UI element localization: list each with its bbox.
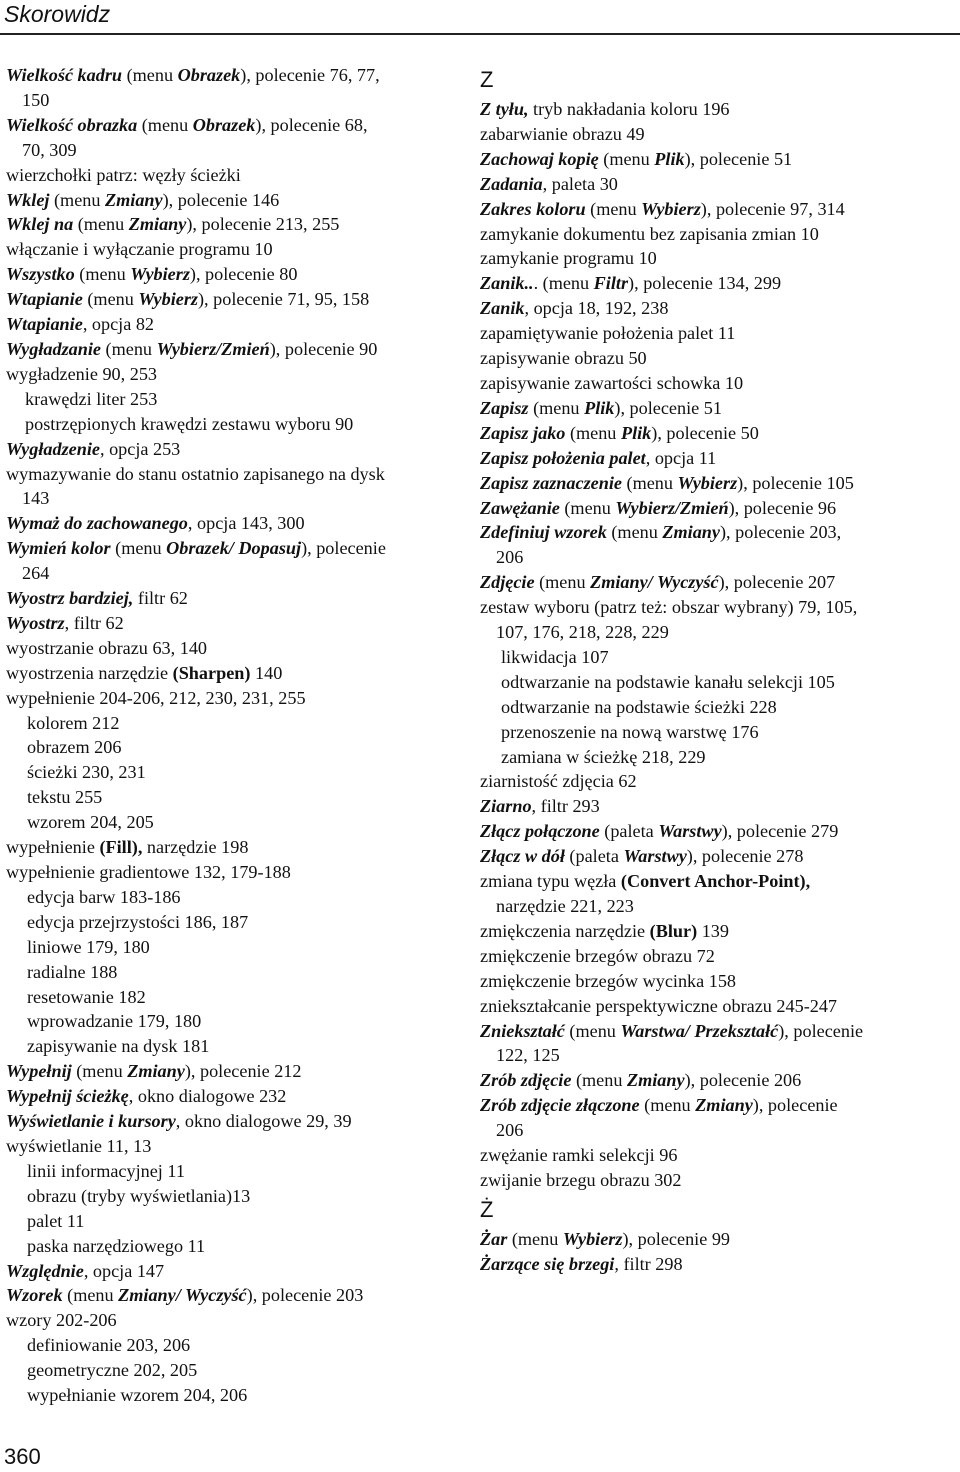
index-subentry: odtwarzanie na podstawie kanału selekcji 105 (501, 671, 835, 692)
index-subentry: zapisywanie na dysk 181 (27, 1036, 210, 1057)
index-entry-continuation: 143 (22, 488, 50, 509)
index-entry-continuation: 150 (22, 89, 50, 110)
index-subentry: zamiana w ścieżkę 218, 229 (501, 746, 706, 767)
index-entry: wyostrzenia narzędzie (Sharpen) 140 (6, 662, 283, 683)
index-entry: Zanik, opcja 18, 192, 238 (480, 298, 669, 319)
index-entry: Wszystko (menu Wybierz), polecenie 80 (6, 264, 298, 285)
index-entry-continuation: narzędzie 221, 223 (496, 896, 634, 916)
index-entry: Wymień kolor (menu Obrazek/ Dopasuj), polecenie (6, 538, 386, 559)
index-subentry: kolorem 212 (27, 712, 120, 733)
index-entry: Wyświetlanie i kursory, okno dialogowe 29, 39 (6, 1111, 352, 1132)
index-section-letter: Z (480, 67, 494, 92)
index-entry: Wygładzenie, opcja 253 (6, 438, 181, 459)
index-entry-continuation: 206 (496, 1120, 524, 1141)
index-entry: zamykanie dokumentu bez zapisania zmian 10 (480, 223, 819, 244)
index-entry: zamykanie programu 10 (480, 248, 657, 269)
index-entry: Zadania, paleta 30 (480, 173, 618, 194)
index-subentry: wzorem 204, 205 (27, 812, 154, 833)
index-entry: wzory 202-206 (6, 1310, 117, 1331)
page-header-title: Skorowidz (4, 1, 111, 27)
index-entry: Zawężanie (menu Wybierz/Zmień), polecenie 96 (480, 497, 837, 518)
index-entry: wymazywanie do stanu ostatnio zapisanego na dysk (6, 463, 385, 484)
index-subentry: tekstu 255 (27, 787, 103, 808)
index-entry: Żarzące się brzegi, filtr 298 (480, 1253, 683, 1274)
index-entry: Żar (menu Wybierz), polecenie 99 (480, 1228, 731, 1249)
index-entry: Zrób zdjęcie złączone (menu Zmiany), polecenie (480, 1095, 838, 1116)
index-subentry: radialne 188 (27, 961, 118, 982)
index-subentry: krawędzi liter 253 (25, 388, 158, 409)
index-subentry: edycja przejrzystości 186, 187 (27, 911, 249, 932)
index-entry: wypełnienie 204-206, 212, 230, 231, 255 (6, 687, 306, 708)
index-subentry: wprowadzanie 179, 180 (27, 1011, 202, 1032)
index-entry: Względnie, opcja 147 (6, 1260, 165, 1281)
index-entry: zniekształcanie perspektywiczne obrazu 245-247 (480, 995, 838, 1016)
index-entry: włączanie i wyłączanie programu 10 (6, 239, 273, 260)
index-entry: Wielkość kadru (menu Obrazek), polecenie 76, 77, (6, 65, 380, 85)
index-entry: wierzchołki patrz: węzły ścieżki (6, 164, 241, 185)
index-entry: Zakres koloru (menu Wybierz), polecenie 97, 314 (480, 198, 845, 219)
index-entry: Zapisz (menu Plik), polecenie 51 (480, 397, 722, 418)
index-entry: zmiękczenia narzędzie (Blur) 139 (480, 920, 729, 941)
index-entry: zwężanie ramki selekcji 96 (480, 1145, 678, 1166)
index-entry: Z tyłu, tryb nakładania koloru 196 (480, 99, 730, 119)
index-subentry: wypełnianie wzorem 204, 206 (27, 1385, 248, 1406)
index-entry: Wygładzanie (menu Wybierz/Zmień), polecenie 90 (6, 338, 378, 359)
index-subentry: liniowe 179, 180 (27, 936, 150, 957)
index-entry: wyświetlanie 11, 13 (6, 1135, 152, 1156)
index-entry: wypełnienie (Fill), narzędzie 198 (6, 837, 249, 858)
index-entry: Wtapianie (menu Wybierz), polecenie 71, 95, 158 (6, 289, 370, 310)
index-entry-continuation: 70, 309 (22, 139, 77, 160)
index-entry: Wklej (menu Zmiany), polecenie 146 (6, 189, 280, 210)
index-entry: Wypełnij ścieżkę, okno dialogowe 232 (6, 1086, 287, 1107)
index-entry: zestaw wyboru (patrz też: obszar wybrany) 79, 105, (480, 597, 858, 618)
index-column-right (480, 63, 954, 1277)
index-entry: Wyostrz bardziej, filtr 62 (6, 588, 188, 609)
index-subentry: postrzępionych krawędzi zestawu wyboru 90 (25, 413, 354, 434)
index-subentry: ścieżki 230, 231 (27, 762, 146, 783)
index-entry: Wklej na (menu Zmiany), polecenie 213, 255 (6, 214, 340, 235)
index-entry-continuation: 122, 125 (496, 1045, 560, 1066)
index-subentry: obrazu (tryby wyświetlania)13 (27, 1185, 251, 1206)
header-divider (0, 33, 960, 35)
index-entry: zabarwianie obrazu 49 (480, 123, 645, 144)
index-subentry: geometryczne 202, 205 (27, 1360, 198, 1381)
page-number: 360 (4, 1444, 41, 1469)
index-entry: Zapisz jako (menu Plik), polecenie 50 (480, 422, 759, 443)
index-entry: Wtapianie, opcja 82 (6, 314, 155, 335)
index-entry: zapisywanie obrazu 50 (480, 348, 647, 369)
index-entry: Zapisz zaznaczenie (menu Wybierz), polecenie 105 (480, 472, 854, 493)
index-entry: wyostrzanie obrazu 63, 140 (6, 637, 208, 658)
index-entry: zmiana typu węzła (Convert Anchor-Point), (480, 871, 811, 892)
index-entry: Wymaż do zachowanego, opcja 143, 300 (6, 513, 305, 534)
index-entry: zapamiętywanie położenia palet 11 (480, 323, 736, 344)
index-entry: Zrób zdjęcie (menu Zmiany), polecenie 206 (480, 1070, 802, 1091)
index-entry: Wypełnij (menu Zmiany), polecenie 212 (6, 1061, 302, 1082)
index-entry: Zdjęcie (menu Zmiany/ Wyczyść), polecenie 207 (480, 572, 836, 593)
index-subentry: paska narzędziowego 11 (27, 1235, 206, 1256)
index-entry: zwijanie brzegu obrazu 302 (480, 1169, 682, 1190)
index-entry: Zachowaj kopię (menu Plik), polecenie 51 (480, 148, 793, 169)
index-entry: zmiękczenie brzegów obrazu 72 (480, 945, 715, 966)
index-entry: Ziarno, filtr 293 (480, 796, 600, 817)
index-entry-continuation: 107, 176, 218, 228, 229 (496, 622, 669, 643)
index-subentry: linii informacyjnej 11 (27, 1160, 185, 1181)
index-subentry: likwidacja 107 (501, 646, 609, 667)
index-entry: ziarnistość zdjęcia 62 (480, 771, 637, 792)
index-section-letter: Ż (480, 1196, 494, 1222)
index-entry: Złącz połączone (paleta Warstwy), polecenie 279 (480, 821, 839, 842)
index-entry: Zniekształć (menu Warstwa/ Przekształć), polecenie (480, 1020, 864, 1041)
index-subentry: palet 11 (27, 1210, 85, 1231)
index-entry: zapisywanie zawartości schowka 10 (480, 372, 744, 393)
index-subentry: definiowanie 203, 206 (27, 1335, 191, 1356)
index-entry: zmiękczenie brzegów wycinka 158 (480, 970, 737, 991)
index-column-left (6, 63, 468, 1408)
index-entry: wypełnienie gradientowe 132, 179-188 (6, 862, 291, 882)
index-entry: Wzorek (menu Zmiany/ Wyczyść), polecenie 203 (6, 1285, 364, 1306)
index-entry-continuation: 264 (22, 563, 50, 584)
index-entry: Zapisz położenia palet, opcja 11 (480, 447, 717, 468)
index-subentry: edycja barw 183-186 (27, 886, 181, 907)
index-entry: wygładzenie 90, 253 (6, 363, 158, 384)
index-entry: Wyostrz, filtr 62 (6, 612, 124, 633)
index-entry: Złącz w dół (paleta Warstwy), polecenie 278 (480, 846, 804, 867)
index-entry: Wielkość obrazka (menu Obrazek), polecenie 68, (6, 114, 368, 135)
index-entry: Zanik... (menu Filtr), polecenie 134, 299 (480, 273, 782, 294)
index-subentry: resetowanie 182 (27, 986, 146, 1007)
index-subentry: odtwarzanie na podstawie ścieżki 228 (501, 696, 777, 717)
index-entry: Zdefiniuj wzorek (menu Zmiany), polecenie 203, (480, 522, 842, 543)
index-entry-continuation: 206 (496, 547, 524, 568)
index-subentry: obrazem 206 (27, 737, 122, 758)
index-subentry: przenoszenie na nową warstwę 176 (501, 721, 759, 742)
